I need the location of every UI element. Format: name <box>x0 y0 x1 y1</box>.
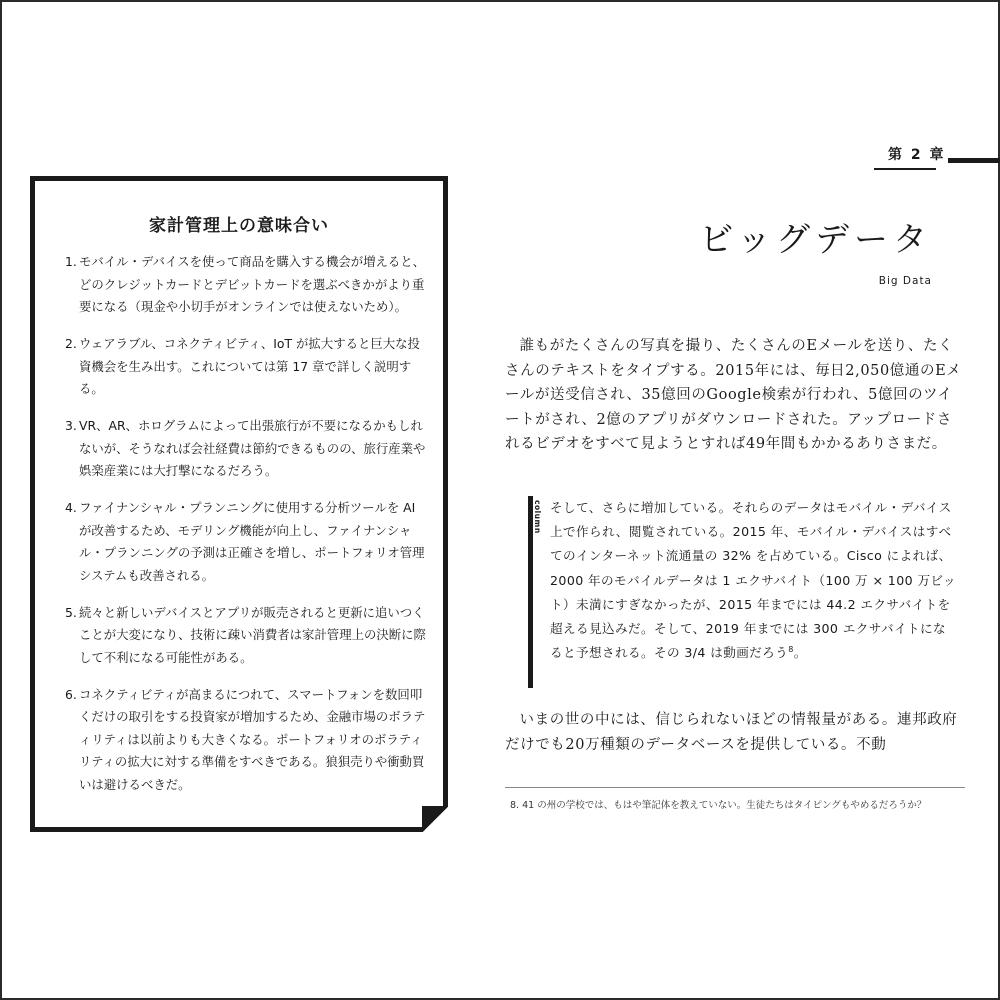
column-label: column <box>533 500 542 534</box>
footnote: 8. 41 の州の学校では、もはや筆記体を教えていない。生徒たちはタイピングもやめるだろうか？ <box>510 800 927 811</box>
list-item <box>65 497 430 587</box>
list-item <box>65 415 430 483</box>
list-item <box>65 333 430 401</box>
item-text: ファイナンシャル・プランニングに使用する分析ツールを AI が改善するため、モデリング機能が向上し、ファイナンシャル・プランニングの予測は正確さを増し、ポートフォリオ管理システムも改善される。 <box>79 500 425 583</box>
chapter-title: ビッグデータ <box>699 220 932 260</box>
item-number: 1. <box>65 254 77 269</box>
footnote-ref[interactable]: 8 <box>788 645 794 655</box>
box-title: 家計管理上の意味合い <box>149 216 329 236</box>
list-item <box>65 251 430 319</box>
item-text: モバイル・デバイスを使って商品を購入する機会が増えると、どのクレジットカードとデビットカードを選ぶべきかがより重要になる（現金や小切手がオンラインでは使えないため）。 <box>79 254 426 314</box>
item-number: 2. <box>65 336 77 351</box>
item-text: VR、AR、ホログラムによって出張旅行が不要になるかもしれないが、そうなれば会社経費は節約できるものの、旅行産業や娯楽産業には大打撃になるだろう。 <box>79 418 426 478</box>
list-item <box>65 602 430 670</box>
chapter-underline <box>874 168 936 170</box>
chapter-subtitle: Big Data <box>878 275 932 287</box>
chapter-label: 第 2 章 <box>888 147 946 163</box>
column-body: そして、さらに増加している。それらのデータはモバイル・デバイス上で作られ、閲覧されている。2015 年、モバイル・デバイスはすべてのインターネット流通量の 32% を占めている。Cisco によれば、2000 年のモバイルデータは 1 エクサバイト（100 万 × 100 万ビット）未満にすぎなかったが、2015 年までには 44.2 エクサバイトを超える見込みだ。そして、2019 年までには 300 エクサバイトになると予想される。その 3/4 は動画だろう <box>550 500 956 661</box>
body-paragraph: 誰もがたくさんの写真を撮り、たくさんのEメールを送り、たくさんのテキストをタイプする。2015年には、毎日2,050億通のEメールが送受信され、35億回のGoogle検索が行われ、5億回のツイートがされ、2億のアプリがダウンロードされた。アップロードされるビデオをすべて見ようとすれば49年間もかかるありさまだ。 <box>505 338 962 452</box>
implications-box <box>30 176 448 832</box>
item-number: 3. <box>65 418 77 433</box>
chapter-bar <box>948 158 1000 163</box>
column-text: そして、さらに増加している。それらのデータはモバイル・デバイス上で作られ、閲覧されている。2015 年、モバイル・デバイスはすべてのインターネット流通量の 32% を占めている。Cisco によれば、2000 年のモバイルデータは 1 エクサバイト（100 万 × 100 万ビット）未満にすぎなかったが、2015 年までには 44.2 エクサバイトを超える見込みだ。そして、2019 年までには 300 エクサバイトになると予想される。その 3/4 は動画だろう$^8$。 <box>550 500 956 661</box>
item-text: ウェアラブル、コネクティビティ、IoT が拡大すると巨大な投資機会を生み出す。これについては第 17 章で詳しく説明する。 <box>79 336 420 396</box>
page-fold-icon <box>422 806 448 832</box>
list-item <box>65 684 430 797</box>
item-number: 4. <box>65 500 77 515</box>
item-number: 6. <box>65 686 77 702</box>
item-text: 続々と新しいデバイスとアプリが販売されると更新に追いつくことが大変になり、技術に疎い消費者は家計管理上の決断に際して不利になる可能性がある。 <box>79 604 426 665</box>
item-number: 5. <box>65 604 77 620</box>
implications-list <box>65 251 430 811</box>
body-paragraph: いまの世の中には、信じられないほどの情報量がある。連邦政府だけでも20万種類のデータベースを提供している。不動 <box>505 712 958 753</box>
item-text: コネクティビティが高まるにつれて、スマートフォンを数回叩くだけの取引をする投資家が増加するため、金融市場のボラティリティは以前よりも大きくなる。ポートフォリオのボラティリティの拡大に対する準備をすべきである。狼狽売りや衝動買いは避けるべきだ。 <box>79 686 426 792</box>
footnote-divider <box>505 787 965 788</box>
